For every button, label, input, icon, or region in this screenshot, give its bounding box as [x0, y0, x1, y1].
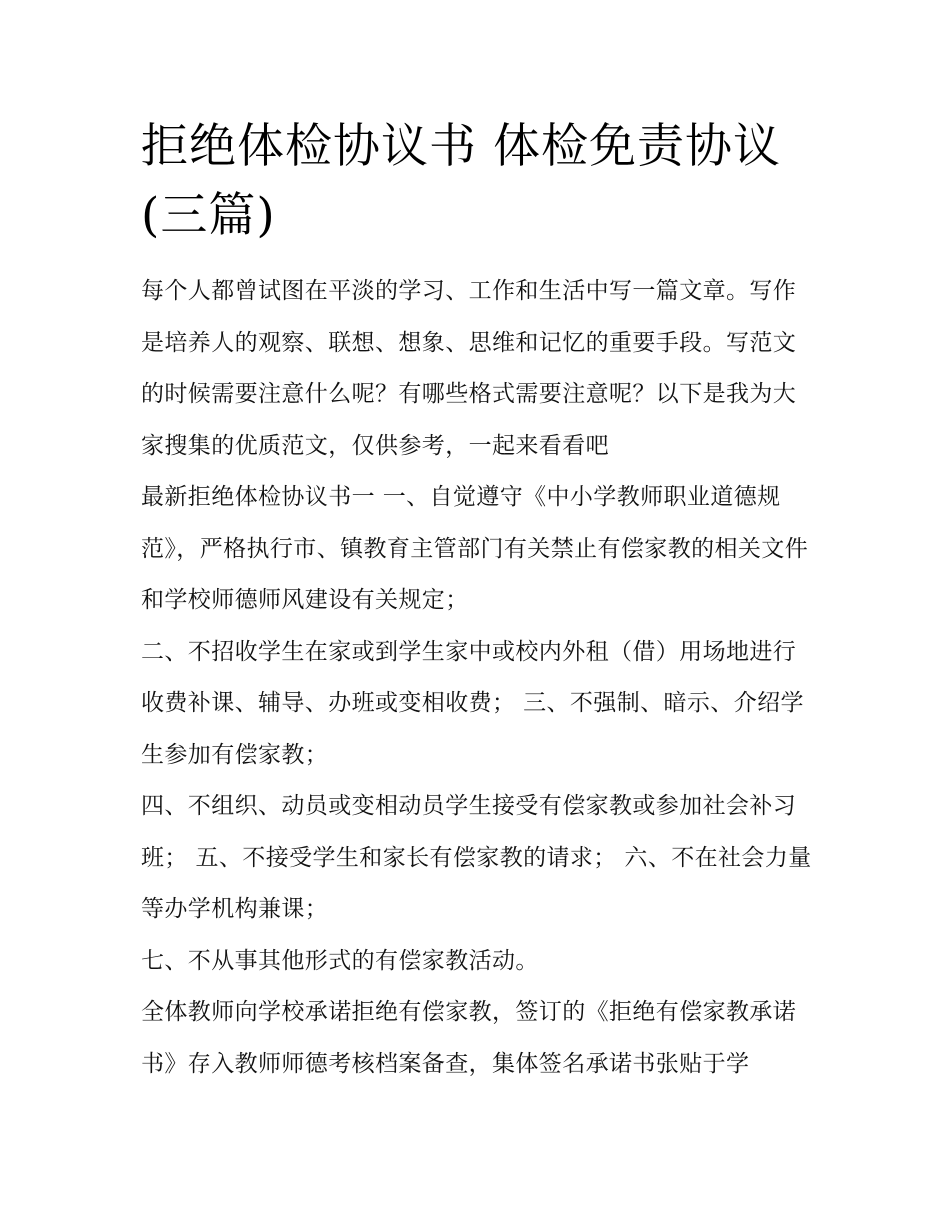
- paragraph-item-4-6: 四、不组织、动员或变相动员学生接受有偿家教或参加社会补习班； 五、不接受学生和家长有偿家教的请求； 六、不在社会力量等办学机构兼课；: [141, 793, 812, 922]
- paragraph-intro: 每个人都曾试图在平淡的学习、工作和生活中写一篇文章。写作是培养人的观察、联想、想象、思维和记忆的重要手段。写范文的时候需要注意什么呢？有哪些格式需要注意呢？以下是我为大家搜集的优质范文，仅供参考，一起来看看吧: [141, 278, 797, 459]
- paragraph-item-7: 七、不从事其他形式的有偿家教活动。: [141, 947, 539, 974]
- paragraph-commitment: 全体教师向学校承诺拒绝有偿家教，签订的《拒绝有偿家教承诺书》存入教师师德考核档案备查，集体签名承诺书张贴于学: [141, 999, 797, 1077]
- title-line-1: 拒绝体检协议书 体检免责协议: [141, 119, 781, 174]
- document-content: [141, 112, 813, 1090]
- paragraph-item-2-3: 二、不招收学生在家或到学生家中或校内外租（借）用场地进行收费补课、辅导、办班或变相收费； 三、不强制、暗示、介绍学生参加有偿家教；: [141, 638, 804, 768]
- paragraph-item-1: 最新拒绝体检协议书一 一、自觉遵守《中小学教师职业道德规范》，严格执行市、镇教育主管部门有关禁止有偿家教的相关文件和学校师德师风建设有关规定；: [141, 484, 809, 613]
- document-title: [141, 112, 813, 250]
- title-line-2: (三篇): [141, 188, 276, 243]
- document-body: [141, 266, 813, 1090]
